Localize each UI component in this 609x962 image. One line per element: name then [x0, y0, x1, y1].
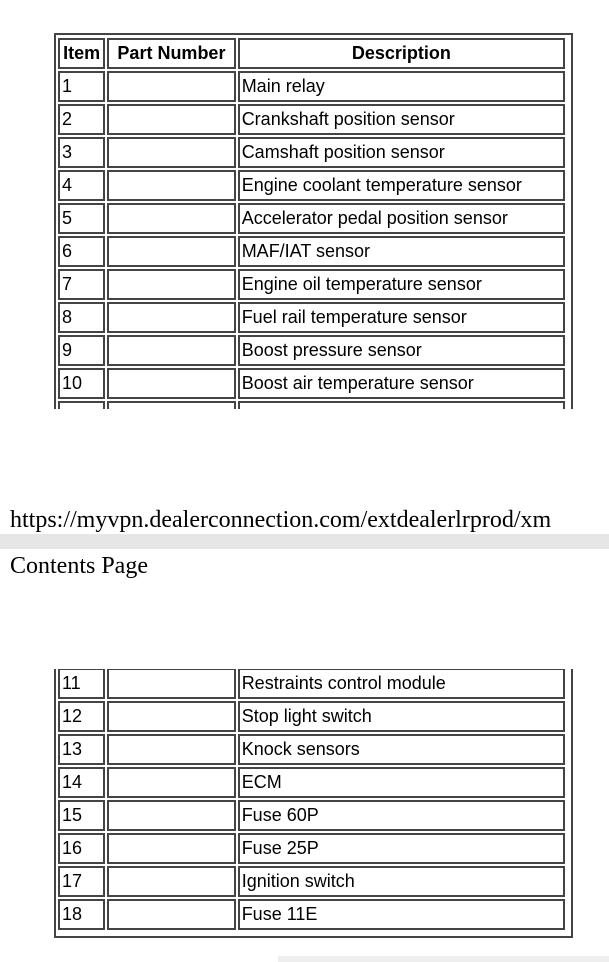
cell-item: 13	[58, 734, 105, 765]
cell-description: ECM	[238, 767, 565, 798]
cell-part-number	[107, 269, 236, 300]
cell-part-number	[107, 203, 236, 234]
cell-description: MAF/IAT sensor	[238, 236, 565, 267]
cell-description: Fuse 25P	[238, 833, 565, 864]
cell-item: 2	[58, 104, 105, 135]
cell-part-number	[107, 71, 236, 102]
cell-empty	[58, 401, 105, 409]
cell-part-number	[107, 669, 236, 699]
table-row	[58, 866, 565, 897]
cell-item: 17	[58, 866, 105, 897]
cell-item: 12	[58, 701, 105, 732]
table-header-row	[58, 38, 565, 69]
cell-item: 6	[58, 236, 105, 267]
previous-page-remnant	[66, 0, 124, 5]
cell-part-number	[107, 137, 236, 168]
cell-part-number	[107, 335, 236, 366]
cell-item: 7	[58, 269, 105, 300]
cell-part-number	[107, 368, 236, 399]
table-row	[58, 833, 565, 864]
table-row-continued	[58, 401, 565, 409]
table-row	[58, 137, 565, 168]
cell-description: Fuse 60P	[238, 800, 565, 831]
table-row	[58, 335, 565, 366]
cell-part-number	[107, 899, 236, 930]
table-row	[58, 899, 565, 930]
cell-description: Fuel rail temperature sensor	[238, 302, 565, 333]
table-row	[58, 71, 565, 102]
cell-description: Stop light switch	[238, 701, 565, 732]
cell-description: Boost pressure sensor	[238, 335, 565, 366]
cell-description: Knock sensors	[238, 734, 565, 765]
cell-description: Restraints control module	[238, 669, 565, 699]
cell-item: 8	[58, 302, 105, 333]
cell-item: 10	[58, 368, 105, 399]
page-url-footer: https://myvpn.dealerconnection.com/extdealerlrprod/xm	[10, 507, 552, 533]
cell-description: Fuse 11E	[238, 899, 565, 930]
cell-part-number	[107, 800, 236, 831]
cell-description: Accelerator pedal position sensor	[238, 203, 565, 234]
cell-part-number	[107, 170, 236, 201]
table-row	[58, 203, 565, 234]
cell-description: Main relay	[238, 71, 565, 102]
cell-part-number	[107, 701, 236, 732]
cell-empty	[107, 401, 236, 409]
cell-description: Crankshaft position sensor	[238, 104, 565, 135]
column-header-description: Description	[238, 38, 565, 69]
table-row	[58, 701, 565, 732]
cell-part-number	[107, 236, 236, 267]
cell-item: 18	[58, 899, 105, 930]
column-header-part-number: Part Number	[107, 38, 236, 69]
cell-empty	[238, 401, 565, 409]
cell-part-number	[107, 767, 236, 798]
table-row	[58, 800, 565, 831]
cell-description: Ignition switch	[238, 866, 565, 897]
cell-part-number	[107, 866, 236, 897]
cell-part-number	[107, 734, 236, 765]
table-row	[58, 767, 565, 798]
table-row	[58, 368, 565, 399]
page-separator	[0, 534, 609, 549]
cell-item: 16	[58, 833, 105, 864]
parts-table-page1	[54, 33, 573, 409]
cell-item: 4	[58, 170, 105, 201]
cell-item: 15	[58, 800, 105, 831]
table-row	[58, 302, 565, 333]
table-row	[58, 734, 565, 765]
cell-item: 14	[58, 767, 105, 798]
cell-item: 11	[58, 669, 105, 699]
cell-item: 9	[58, 335, 105, 366]
cell-part-number	[107, 104, 236, 135]
cell-description: Engine coolant temperature sensor	[238, 170, 565, 201]
cell-part-number	[107, 833, 236, 864]
cell-description: Engine oil temperature sensor	[238, 269, 565, 300]
parts-table-page2	[54, 669, 573, 938]
cell-description: Boost air temperature sensor	[238, 368, 565, 399]
table-row	[58, 104, 565, 135]
next-page-remnant	[278, 956, 609, 962]
table-row	[58, 236, 565, 267]
cell-item: 1	[58, 71, 105, 102]
cell-item: 5	[58, 203, 105, 234]
table-row	[58, 170, 565, 201]
cell-item: 3	[58, 137, 105, 168]
table-row	[58, 669, 565, 699]
cell-part-number	[107, 302, 236, 333]
column-header-item: Item	[58, 38, 105, 69]
contents-page-label: Contents Page	[10, 553, 148, 579]
cell-description: Camshaft position sensor	[238, 137, 565, 168]
table-row	[58, 269, 565, 300]
